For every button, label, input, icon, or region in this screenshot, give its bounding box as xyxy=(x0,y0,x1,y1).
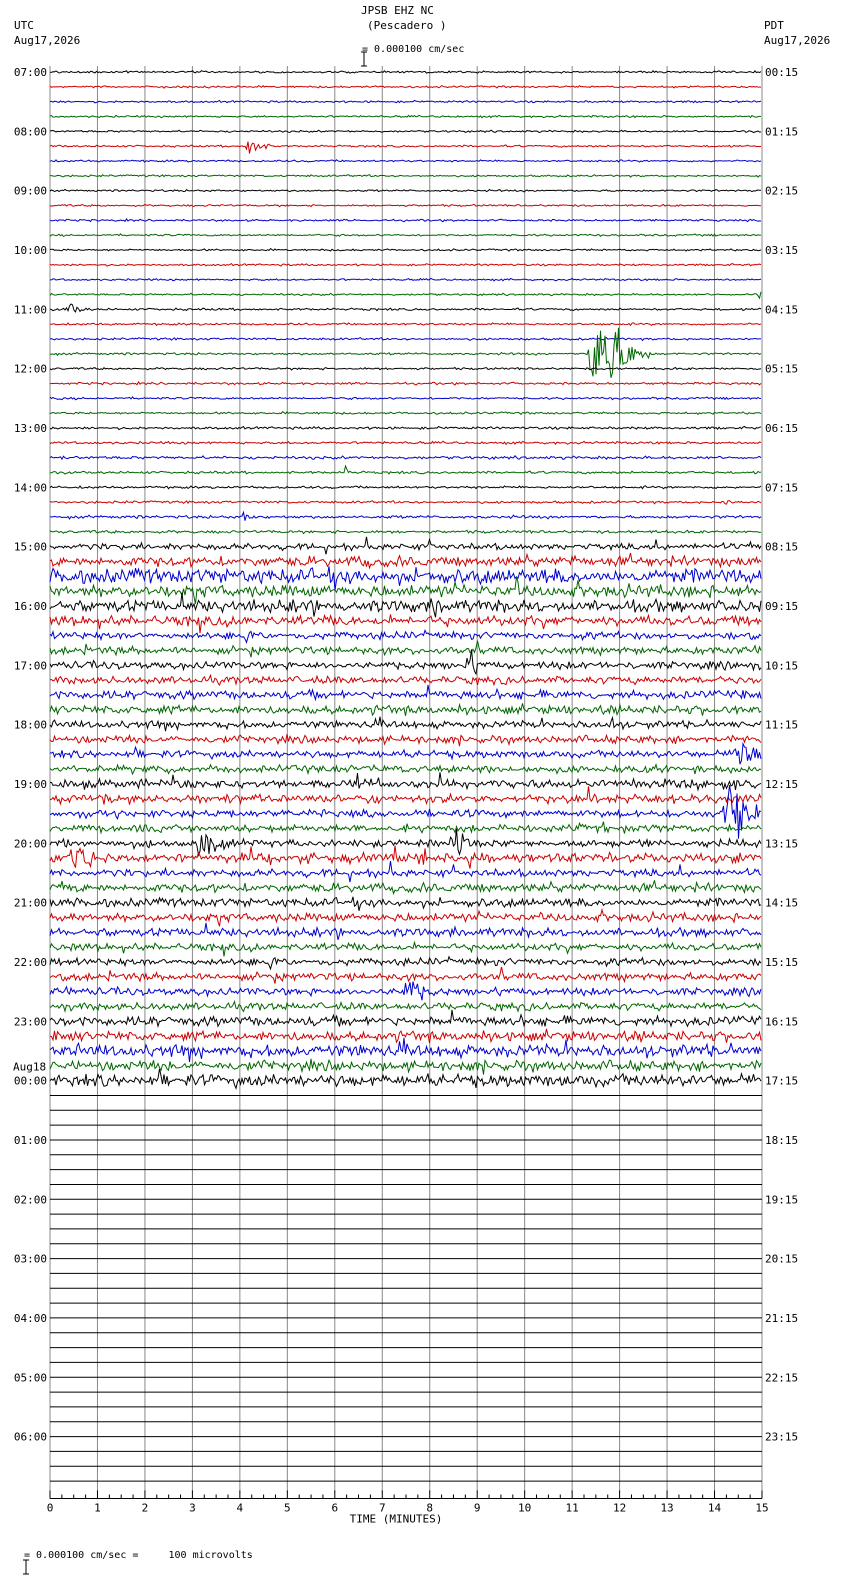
station-location: (Pescadero ) xyxy=(367,19,447,32)
trace-line xyxy=(50,328,761,378)
utc-hour-label: 19:00 xyxy=(13,777,47,791)
trace-line xyxy=(50,1010,761,1027)
x-tick-label: 8 xyxy=(426,1501,434,1515)
pdt-hour-label: 06:15 xyxy=(765,421,799,435)
utc-hour-label: 05:00 xyxy=(13,1371,47,1385)
trace-line xyxy=(50,1038,761,1062)
x-axis-label: TIME (MINUTES) xyxy=(349,1512,443,1526)
utc-hour-label: 16:00 xyxy=(13,599,47,613)
date-change-label: Aug18 xyxy=(13,1060,47,1074)
pdt-hour-label: 16:15 xyxy=(765,1015,799,1029)
pdt-hour-label: 20:15 xyxy=(765,1252,799,1266)
x-tick-label: 0 xyxy=(46,1501,54,1515)
trace-line xyxy=(50,675,761,685)
trace-line xyxy=(50,501,761,505)
trace-line xyxy=(50,910,761,927)
utc-hour-label: 12:00 xyxy=(13,362,47,376)
trace-line xyxy=(50,304,761,312)
trace-line xyxy=(50,427,761,430)
pdt-hour-label: 21:15 xyxy=(765,1311,799,1325)
x-tick-label: 15 xyxy=(755,1501,769,1515)
left-timezone: UTC xyxy=(14,19,34,32)
trace-line xyxy=(50,219,761,222)
pdt-hour-label: 22:15 xyxy=(765,1371,799,1385)
x-tick-label: 12 xyxy=(612,1501,627,1515)
footer-scale-bar-icon xyxy=(10,1546,16,1562)
trace-line xyxy=(50,861,761,882)
trace-line xyxy=(50,537,761,555)
pdt-hour-label: 17:15 xyxy=(765,1074,799,1088)
trace-line xyxy=(50,772,761,790)
utc-hour-label: 20:00 xyxy=(13,837,47,851)
trace-line xyxy=(50,982,761,1001)
left-date: Aug17,2026 xyxy=(14,34,81,47)
trace-line xyxy=(50,1059,761,1075)
trace-line xyxy=(50,382,761,385)
utc-hour-label: 01:00 xyxy=(13,1133,47,1147)
trace-line xyxy=(50,142,761,154)
trace-line xyxy=(50,967,761,984)
trace-line xyxy=(50,368,761,371)
trace-line xyxy=(50,397,761,400)
x-tick-label: 11 xyxy=(565,1501,579,1515)
trace-line xyxy=(50,942,761,956)
trace-line xyxy=(50,1002,761,1012)
trace-line xyxy=(50,234,761,237)
footer-scale-label: = 0.000100 cm/sec = 100 microvolts xyxy=(24,1550,253,1561)
utc-hour-label: 10:00 xyxy=(13,243,47,257)
pdt-hour-label: 12:15 xyxy=(765,777,799,791)
trace-line xyxy=(50,1069,761,1088)
pdt-hour-label: 19:15 xyxy=(765,1193,799,1207)
trace-line xyxy=(50,897,761,911)
pdt-hour-label: 15:15 xyxy=(765,955,799,969)
trace-line xyxy=(50,566,761,590)
trace-line xyxy=(50,846,761,869)
trace-line xyxy=(50,530,761,533)
trace-line xyxy=(50,466,761,474)
utc-hour-label: 23:00 xyxy=(13,1015,47,1029)
utc-hour-label: 06:00 xyxy=(13,1430,47,1444)
trace-line xyxy=(50,630,761,642)
trace-line xyxy=(50,338,761,341)
utc-hour-label: 07:00 xyxy=(13,66,47,79)
x-tick-label: 6 xyxy=(331,1501,339,1515)
scale-label: = 0.000100 cm/sec xyxy=(362,44,465,55)
pdt-hour-label: 07:15 xyxy=(765,481,799,495)
trace-line xyxy=(50,249,761,251)
trace-line xyxy=(50,412,761,415)
x-tick-label: 9 xyxy=(473,1501,481,1515)
x-tick-label: 5 xyxy=(284,1501,291,1515)
pdt-hour-label: 13:15 xyxy=(765,837,799,851)
right-date: Aug17,2026 xyxy=(764,34,831,47)
x-tick-label: 2 xyxy=(141,1501,149,1515)
x-tick-label: 4 xyxy=(236,1501,244,1515)
trace-line xyxy=(50,278,761,281)
trace-line xyxy=(50,160,761,162)
trace-line xyxy=(50,822,761,834)
utc-hour-label: 04:00 xyxy=(13,1311,47,1325)
pdt-hour-label: 05:15 xyxy=(765,362,799,376)
trace-line xyxy=(50,292,761,298)
pdt-hour-label: 10:15 xyxy=(765,659,799,673)
utc-hour-label: 13:00 xyxy=(13,421,47,435)
trace-line xyxy=(50,205,761,207)
trace-line xyxy=(50,86,761,89)
utc-hour-label: 11:00 xyxy=(13,303,47,317)
utc-hour-label: 08:00 xyxy=(13,125,47,139)
utc-hour-label: 02:00 xyxy=(13,1193,47,1207)
pdt-hour-label: 04:15 xyxy=(765,303,799,317)
trace-line xyxy=(50,880,761,893)
utc-hour-label: 15:00 xyxy=(13,540,47,554)
trace-line xyxy=(50,685,761,700)
utc-hour-label: 09:00 xyxy=(13,184,47,198)
pdt-hour-label: 03:15 xyxy=(765,243,799,257)
trace-line xyxy=(50,641,761,658)
trace-line xyxy=(50,441,761,444)
pdt-hour-label: 23:15 xyxy=(765,1430,799,1444)
utc-hour-label: 00:00 xyxy=(13,1074,47,1088)
trace-line xyxy=(50,512,761,520)
pdt-hour-label: 08:15 xyxy=(765,540,799,554)
x-tick-label: 7 xyxy=(378,1501,386,1515)
right-timezone: PDT xyxy=(764,19,784,32)
utc-hour-label: 21:00 xyxy=(13,896,47,910)
pdt-hour-label: 00:15 xyxy=(765,66,799,79)
trace-line xyxy=(50,175,761,177)
x-tick-label: 1 xyxy=(94,1501,101,1515)
pdt-hour-label: 02:15 xyxy=(765,184,799,198)
x-tick-label: 13 xyxy=(660,1501,674,1515)
pdt-hour-label: 11:15 xyxy=(765,718,799,732)
utc-hour-label: 18:00 xyxy=(13,718,47,732)
trace-line xyxy=(50,486,761,489)
pdt-hour-label: 18:15 xyxy=(765,1133,799,1147)
trace-line xyxy=(50,703,761,715)
trace-line xyxy=(50,923,761,940)
pdt-hour-label: 01:15 xyxy=(765,125,799,139)
trace-line xyxy=(50,71,761,74)
utc-hour-label: 03:00 xyxy=(13,1252,47,1266)
trace-line xyxy=(50,456,761,460)
trace-line xyxy=(50,829,761,855)
trace-line xyxy=(50,189,761,192)
trace-line xyxy=(50,1029,761,1043)
trace-line xyxy=(50,765,761,774)
trace-line xyxy=(50,593,761,618)
trace-line xyxy=(50,100,761,103)
x-tick-label: 3 xyxy=(189,1501,196,1515)
trace-line xyxy=(50,264,761,267)
pdt-hour-label: 14:15 xyxy=(765,896,799,910)
trace-line xyxy=(50,957,761,969)
station-title: JPSB EHZ NC xyxy=(361,4,434,17)
utc-hour-label: 14:00 xyxy=(13,481,47,495)
trace-line xyxy=(50,115,761,118)
trace-line xyxy=(50,744,761,765)
trace-line xyxy=(50,553,761,568)
x-tick-label: 10 xyxy=(518,1501,532,1515)
trace-line xyxy=(50,717,761,732)
utc-hour-label: 17:00 xyxy=(13,659,47,673)
utc-hour-label: 22:00 xyxy=(13,955,47,969)
x-tick-label: 14 xyxy=(707,1501,722,1515)
trace-line xyxy=(50,786,761,804)
trace-line xyxy=(50,734,761,746)
trace-line xyxy=(50,130,761,133)
pdt-hour-label: 09:15 xyxy=(765,599,799,613)
trace-line xyxy=(50,323,761,326)
trace-line xyxy=(50,615,761,634)
